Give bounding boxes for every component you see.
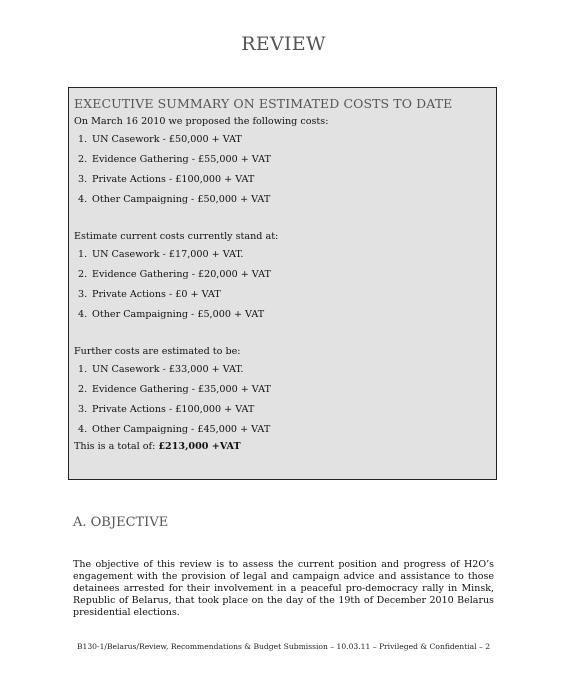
list-item — [74, 285, 496, 305]
total-value: £213,000 +VAT — [158, 441, 241, 452]
list-item — [74, 400, 496, 420]
objective-paragraph: The objective of this review is to assess the current position and progress of H2O’s engagement with the provision of legal and campaign advice and assistance to those detainees arrested for their involvement in a peaceful pro-democracy rally in Minsk, Republic of Belarus, that took place on the day of the 19th of December 2010 Belarus presidential elections. — [73, 559, 494, 618]
further-costs-list — [74, 360, 496, 440]
list-number: 1. — [78, 249, 88, 260]
list-item-text: UN Casework - £50,000 + VAT — [92, 134, 242, 145]
current-intro: Estimate current costs currently stand at: — [74, 231, 279, 242]
list-item-text: Evidence Gathering - £35,000 + VAT — [92, 384, 271, 395]
total-line — [74, 440, 496, 453]
list-item — [74, 360, 496, 380]
list-item — [74, 265, 496, 285]
list-item-text: Other Campaigning - £50,000 + VAT — [92, 194, 271, 205]
list-number: 4. — [78, 424, 88, 435]
further-intro: Further costs are estimated to be: — [74, 346, 241, 357]
list-item — [74, 420, 496, 440]
list-item — [74, 190, 496, 210]
list-item-text: Other Campaigning - £5,000 + VAT — [92, 309, 265, 320]
list-number: 2. — [78, 384, 88, 395]
list-item — [74, 150, 496, 170]
list-number: 4. — [78, 309, 88, 320]
list-item-text: Evidence Gathering - £20,000 + VAT — [92, 269, 271, 280]
list-item-text: UN Casework - £33,000 + VAT. — [92, 364, 244, 375]
list-item — [74, 305, 496, 325]
list-number: 4. — [78, 194, 88, 205]
list-number: 2. — [78, 154, 88, 165]
page-footer: B130-1/Belarus/Review, Recommendations & Budget Submission – 10.03.11 – Privileged & Confidential – 2 — [76, 642, 491, 651]
list-number: 3. — [78, 404, 88, 415]
objective-heading: A. OBJECTIVE — [73, 515, 169, 530]
list-item-text: UN Casework - £17,000 + VAT. — [92, 249, 244, 260]
list-item-text: Private Actions - £100,000 + VAT — [92, 174, 255, 185]
executive-summary-box — [68, 87, 497, 480]
list-item — [74, 380, 496, 400]
list-item — [74, 130, 496, 150]
list-number: 1. — [78, 134, 88, 145]
list-item-text: Private Actions - £100,000 + VAT — [92, 404, 255, 415]
proposed-intro: On March 16 2010 we proposed the following costs: — [74, 116, 329, 127]
list-item-text: Evidence Gathering - £55,000 + VAT — [92, 154, 271, 165]
list-number: 2. — [78, 269, 88, 280]
list-number: 1. — [78, 364, 88, 375]
page-title: REVIEW — [241, 33, 326, 55]
list-number: 3. — [78, 174, 88, 185]
total-label: This is a total of: — [74, 441, 159, 452]
list-number: 3. — [78, 289, 88, 300]
current-costs-list — [74, 245, 496, 325]
list-item-text: Other Campaigning - £45,000 + VAT — [92, 424, 271, 435]
list-item — [74, 245, 496, 265]
proposed-costs-list — [74, 130, 496, 210]
list-item-text: Private Actions - £0 + VAT — [92, 289, 221, 300]
list-item — [74, 170, 496, 190]
summary-heading: EXECUTIVE SUMMARY ON ESTIMATED COSTS TO DATE — [74, 96, 453, 111]
